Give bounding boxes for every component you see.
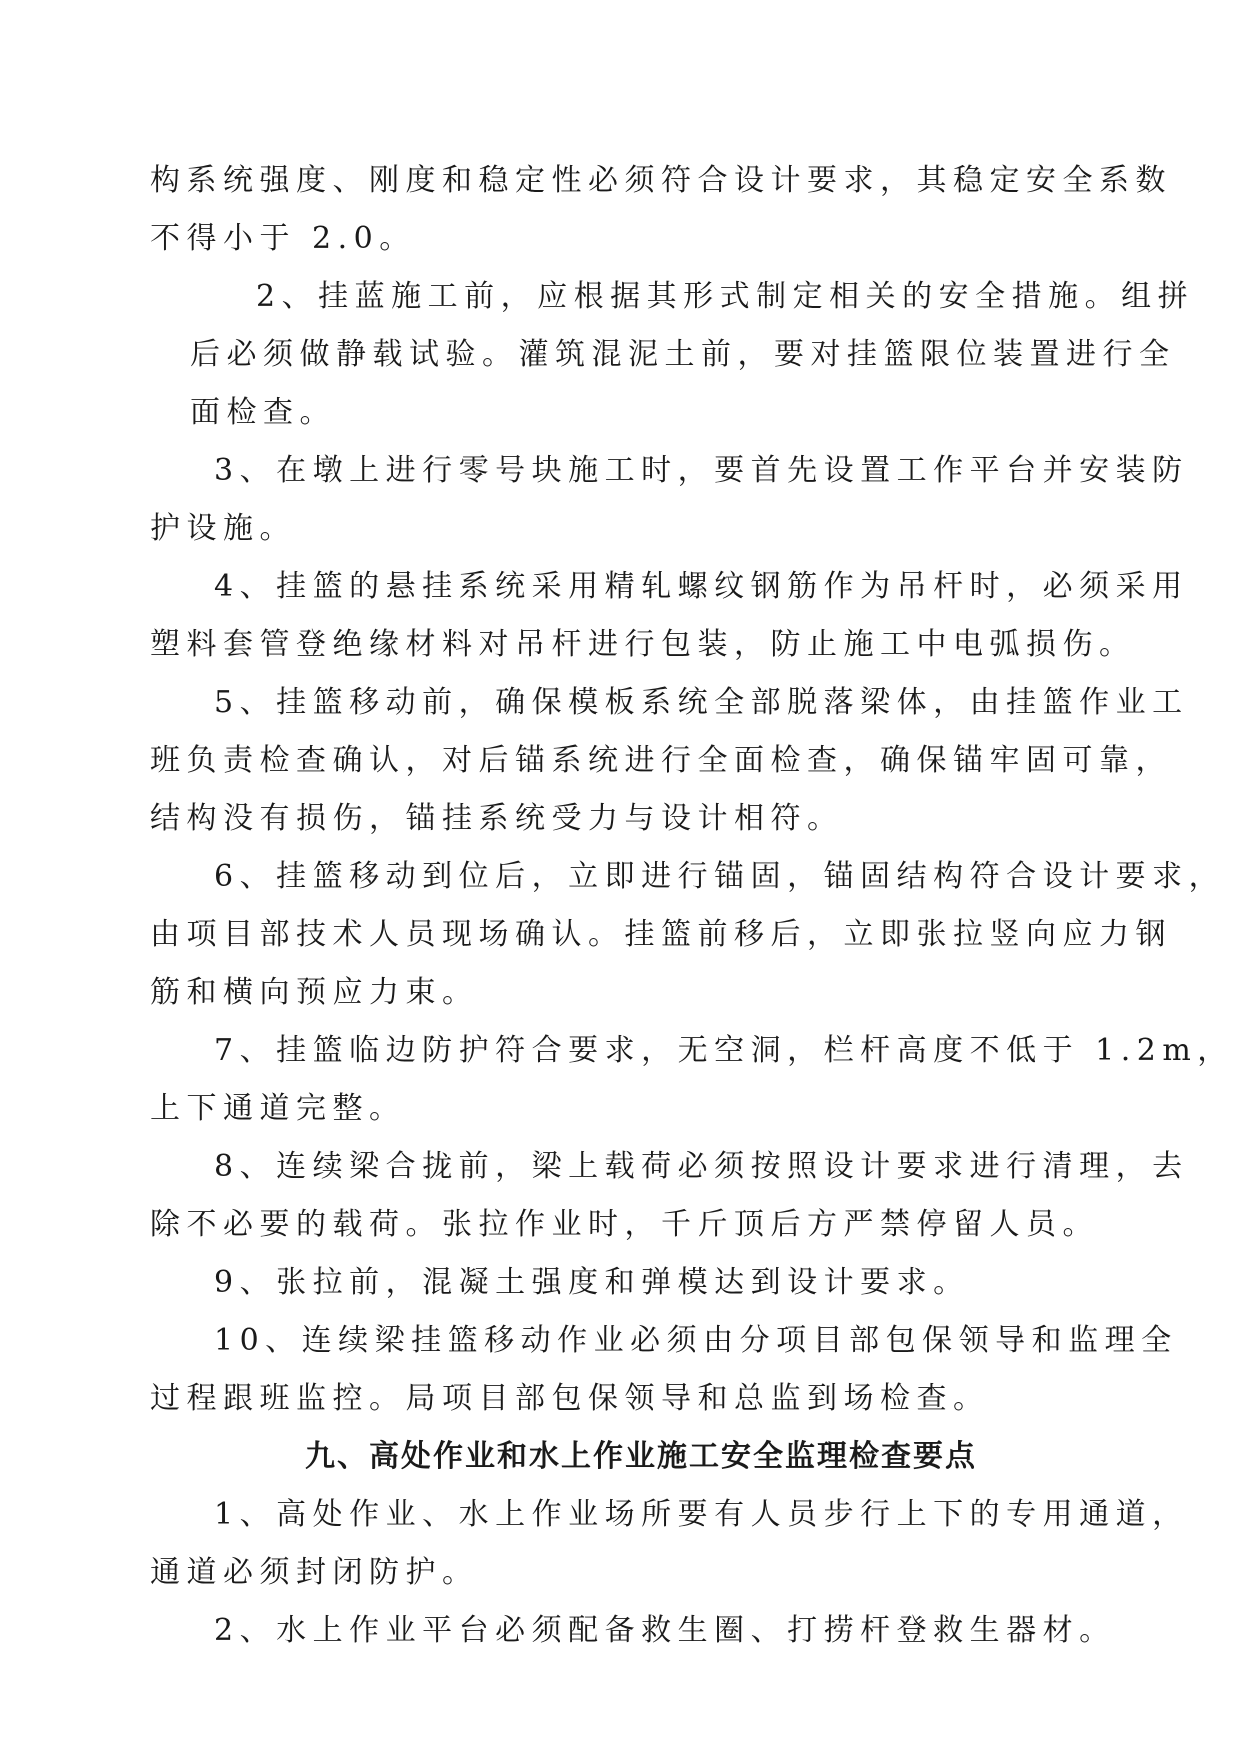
text-line: 9、张拉前，混凝土强度和弹模达到设计要求。 xyxy=(214,1265,970,1300)
section-heading: 九、高处作业和水上作业施工安全监理检查要点 xyxy=(305,1439,977,1474)
text-line: 5、挂篮移动前，确保模板系统全部脱落梁体，由挂篮作业工 xyxy=(214,685,1189,720)
text-line: 4、挂篮的悬挂系统采用精轧螺纹钢筋作为吊杆时，必须采用 xyxy=(214,569,1189,604)
text-line: 1、高处作业、水上作业场所要有人员步行上下的专用通道， xyxy=(214,1497,1189,1532)
text-line: 上下通道完整。 xyxy=(150,1091,406,1126)
text-line: 6、挂篮移动到位后，立即进行锚固，锚固结构符合设计要求， xyxy=(214,859,1226,894)
text-line: 8、连续梁合拢前，梁上载荷必须按照设计要求进行清理，去 xyxy=(214,1149,1189,1184)
text-line: 筋和横向预应力束。 xyxy=(150,975,479,1010)
text-line: 通道必须封闭防护。 xyxy=(150,1555,479,1590)
text-line: 3、在墩上进行零号块施工时，要首先设置工作平台并安装防 xyxy=(214,453,1189,488)
text-line: 不得小于 2.0。 xyxy=(150,221,416,256)
text-line: 结构没有损伤，锚挂系统受力与设计相符。 xyxy=(150,801,844,836)
text-line: 塑料套管登绝缘材料对吊杆进行包装，防止施工中电弧损伤。 xyxy=(150,627,1136,662)
text-line: 护设施。 xyxy=(150,511,296,546)
text-line: 后必须做静载试验。灌筑混泥土前，要对挂篮限位装置进行全 xyxy=(190,337,1176,372)
text-line: 构系统强度、刚度和稳定性必须符合设计要求，其稳定安全系数 xyxy=(150,163,1172,198)
text-line: 由项目部技术人员现场确认。挂篮前移后，立即张拉竖向应力钢 xyxy=(150,917,1172,952)
text-line: 2、挂蓝施工前，应根据其形式制定相关的安全措施。组拼 xyxy=(256,279,1195,314)
text-line: 7、挂篮临边防护符合要求，无空洞，栏杆高度不低于 1.2m， xyxy=(214,1033,1234,1068)
text-line: 10、连续梁挂篮移动作业必须由分项目部包保领导和监理全 xyxy=(214,1323,1178,1358)
text-line: 班负责检查确认，对后锚系统进行全面检查，确保锚牢固可靠， xyxy=(150,743,1172,778)
text-line: 过程跟班监控。局项目部包保领导和总监到场检查。 xyxy=(150,1381,990,1416)
text-line: 除不必要的载荷。张拉作业时，千斤顶后方严禁停留人员。 xyxy=(150,1207,1099,1242)
text-line: 面检查。 xyxy=(190,395,336,430)
text-line: 2、水上作业平台必须配备救生圈、打捞杆登救生器材。 xyxy=(214,1613,1116,1648)
